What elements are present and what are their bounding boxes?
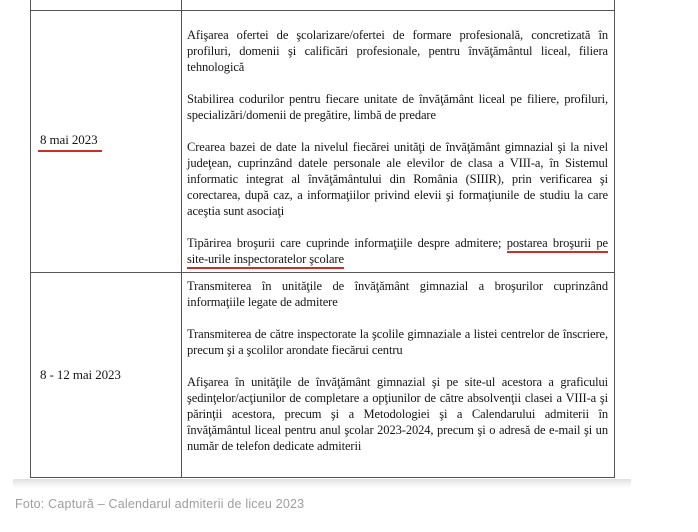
date-text: 8 - 12 mai 2023 — [40, 367, 121, 382]
date-text-highlighted: 8 mai 2023 — [38, 132, 102, 152]
photo-caption: Foto: Captură – Calendarul admiterii de liceu 2023 — [15, 497, 305, 511]
activity-paragraph: Afişarea în unităţile de învăţământ gimnazial şi pe site-ul acestora a graficului şedinţelor/acţiunilor de completare a opţiunilor de către absolvenţii clasei a VIII-a şi părinţii acestora, precum şi a Metodologiei şi a Calendarului admiterii în învăţământul liceal pentru anul şcolar 2023-2024, precum şi o adresă de e-mail şi un număr de telefon dedicate admiterii — [187, 375, 608, 453]
table-stub-cell-right — [182, 0, 615, 11]
table-stub-cell-left — [30, 0, 182, 11]
table-row1-activities-cell — [182, 11, 615, 273]
activity-text: Tipărirea broşurii care cuprinde informaţiile despre admitere; — [187, 236, 507, 250]
activity-paragraph: Transmiterea de către inspectorate la şcolile gimnaziale a listei centrelor de înscriere, precum şi a şcolilor arondate fiecărui centru — [187, 327, 608, 357]
capture-bottom-shadow — [13, 479, 631, 488]
activity-paragraph: Crearea bazei de date la nivelul fiecărei unităţi de învăţământ gimnazial şi la nivel judeţean, cuprinzând datele personale ale elevilor de clasa a VIII-a, în Sistemul informatic integrat al învăţământului din România (SIIIR), prin verificarea şi corectarea, după caz, a informaţiilor privind elevii şi formaţiunile de studiu la care aceştia sunt asociaţi — [187, 140, 608, 218]
activity-paragraph: Transmiterea în unităţile de învăţământ gimnazial a broşurilor cuprinzând informaţiile legate de admitere — [187, 279, 608, 309]
activity-paragraph: Stabilirea codurilor pentru fiecare unitate de învăţământ liceal pe filiere, profiluri, specializări/domenii de pregătire, limbă de predare — [187, 92, 608, 122]
admission-calendar-table — [30, 0, 615, 478]
table-row1-date-cell — [30, 11, 182, 273]
activity-paragraph: Afişarea ofertei de şcolarizare/ofertei de formare profesională, concretizată în profiluri, domenii şi calificări profesionale, pentru învăţământul liceal, filiera tehnologică — [187, 28, 608, 74]
table-row2-activities-cell — [182, 273, 615, 478]
table-row2-date-cell — [30, 273, 182, 478]
activity-paragraph — [187, 235, 608, 267]
highlighted-phrase: postarea broşurii pe site-urile inspectoratelor şcolare — [187, 236, 608, 269]
